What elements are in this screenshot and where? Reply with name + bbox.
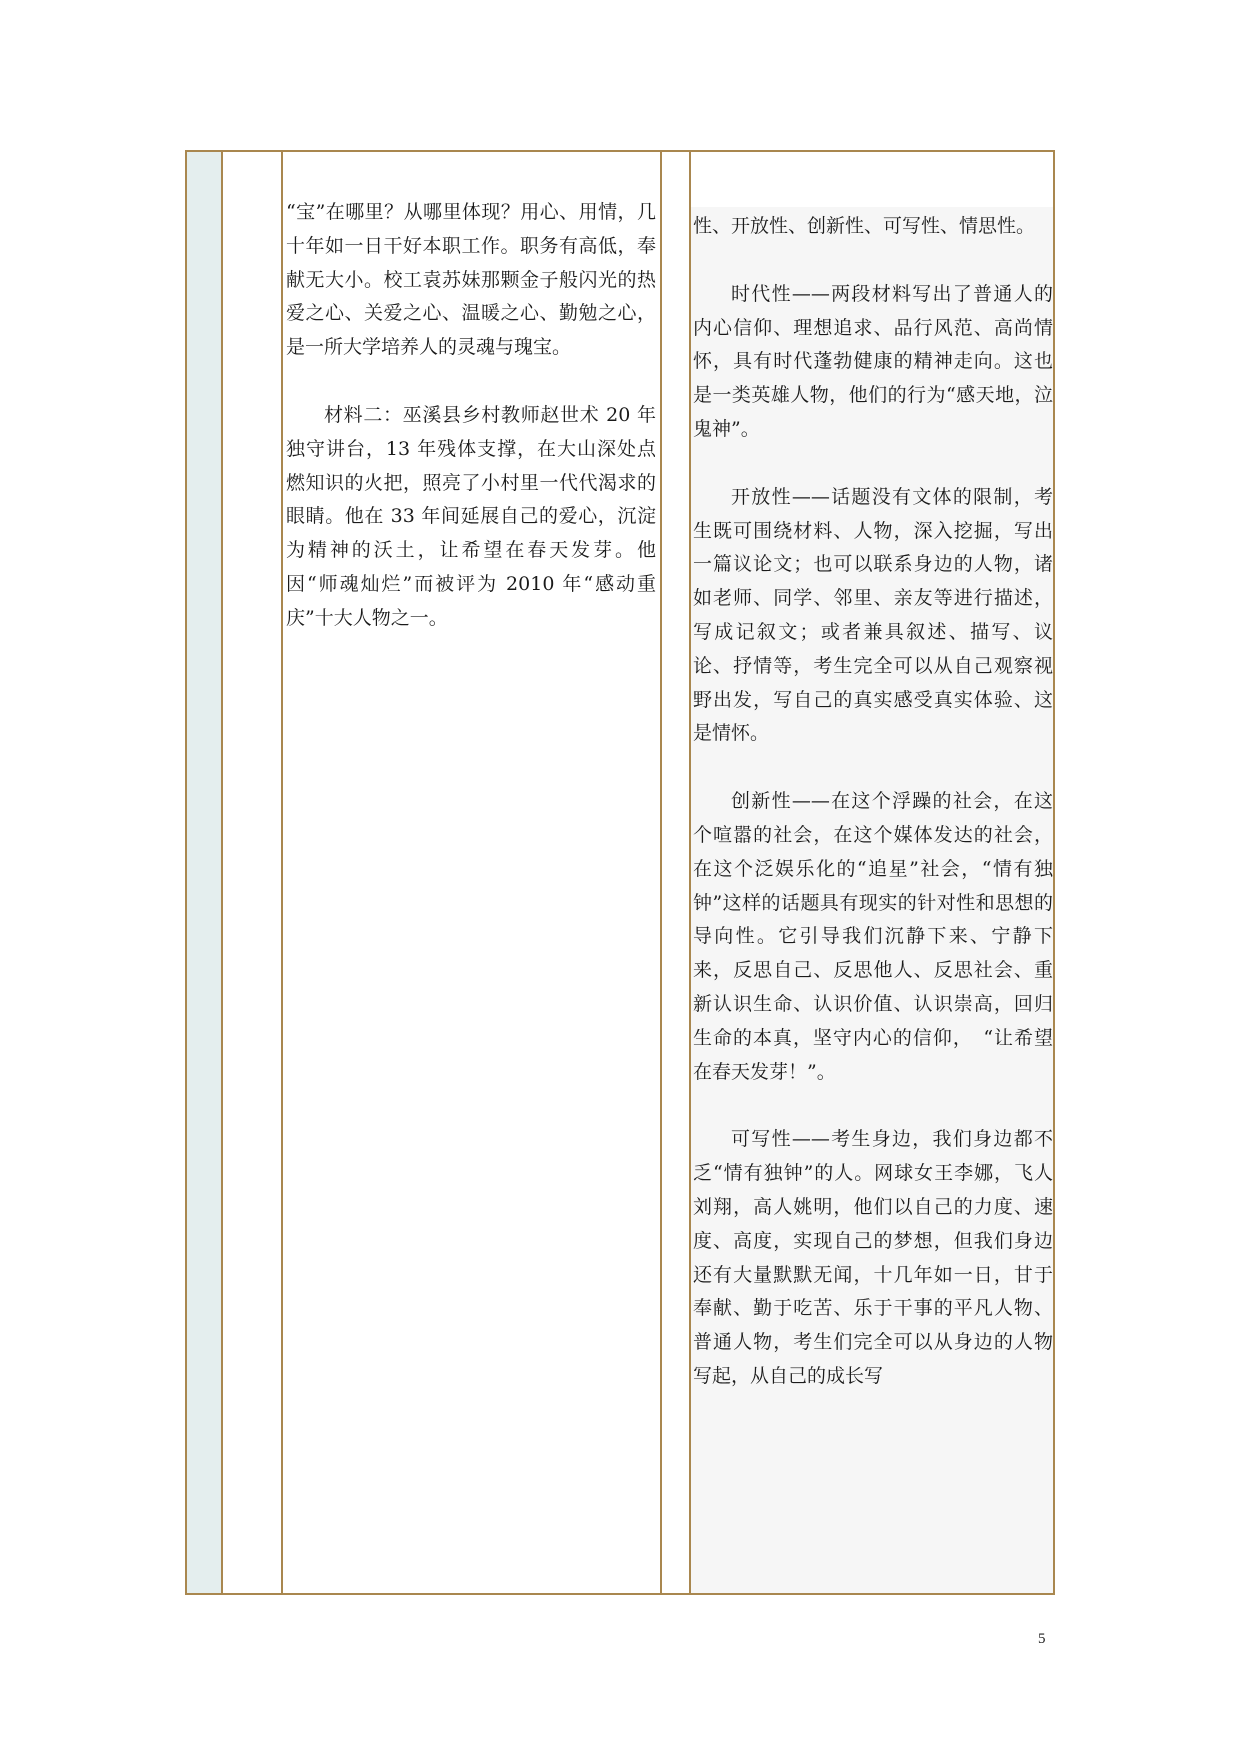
paragraph: 开放性——话题没有文体的限制，考生既可围绕材料、人物，深入挖掘，写出一篇议论文；也可以联系身边的人物，诸如老师、同学、邻里、亲友等进行描述，写成记叙文；或者兼具叙述、描写、议论、抒情等，考生完全可以从自己观察视野出发，写自己的真实感受真实体验、这是情怀。	[693, 485, 1053, 745]
paragraph: 时代性——两段材料写出了普通人的内心信仰、理想追求、品行风范、高尚情怀，具有时代蓬勃健康的精神走向。这也是一类英雄人物，他们的行为“感天地，泣鬼神”。	[693, 282, 1053, 440]
paragraph: 可写性——考生身边，我们身边都不乏“情有独钟”的人。网球女王李娜，飞人刘翔，高人姚明，他们以自己的力度、速度、高度，实现自己的梦想，但我们身边还有大量默默无闻，十几年如一日，甘于奉献、勤于吃苦、乐于干事的平凡人物、普通人物，考生们完全可以从身边的人物写起，从自己的成长写	[693, 1128, 1053, 1387]
column-divider	[660, 152, 662, 1593]
table-frame	[185, 150, 1055, 1595]
paragraph: 性、开放性、创新性、可写性、情思性。	[693, 215, 1036, 237]
paragraph: 材料二：巫溪县乡村教师赵世术 20 年独守讲台，13 年残体支撑，在大山深处点燃知识的火把，照亮了小村里一代代渴求的眼睛。他在 33 年间延展自己的爱心，沉淀为精神的沃土，让希望在春天发芽。他因“师魂灿烂”而被评为 2010 年“感动重庆”十大人物之一。	[286, 403, 656, 629]
paragraph: “宝”在哪里？从哪里体现？用心、用情，几十年如一日干好本职工作。职务有高低，奉献无大小。校工袁苏妹那颗金子般闪光的热爱之心、关爱之心、温暖之心、勤勉之心，是一所大学培养人的灵魂与瑰宝。	[286, 201, 656, 359]
column-divider	[281, 152, 283, 1593]
left-text-cell	[286, 196, 656, 636]
column-divider	[689, 152, 691, 1593]
right-text-cell	[693, 210, 1053, 1394]
page-number: 5	[1038, 1631, 1046, 1647]
table-column-1	[187, 152, 221, 1593]
column-divider	[221, 152, 223, 1593]
paragraph: 创新性——在这个浮躁的社会，在这个喧嚣的社会，在这个媒体发达的社会，在这个泛娱乐化的“追星”社会，“情有独钟”这样的话题具有现实的针对性和思想的导向性。它引导我们沉静下来、宁静下来，反思自己、反思他人、反思社会、重新认识生命、认识价值、认识崇高，回归生命的本真，坚守内心的信仰， “让希望在春天发芽！”。	[693, 790, 1053, 1083]
